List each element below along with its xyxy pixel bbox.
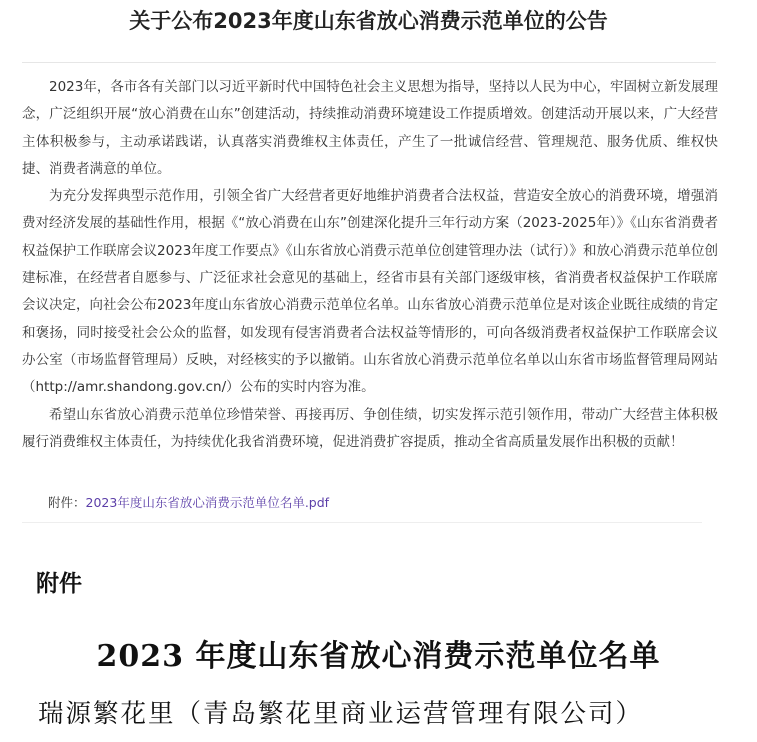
attachment-row [48, 492, 329, 514]
notice-body [22, 74, 718, 456]
attachment-label: 附件： [48, 495, 86, 510]
title-divider [22, 62, 716, 63]
attachment-divider [22, 522, 702, 523]
attachment-pdf-link[interactable]: 2023年度山东省放心消费示范单位名单.pdf [85, 495, 330, 510]
paragraph-2: 为充分发挥典型示范作用，引领全省广大经营者更好地维护消费者合法权益，营造安全放心的消费环境，增强消费对经济发展的基础性作用，根据《“放心消费在山东”创建深化提升三年行动方案（2023-2025年）》《山东省消费者权益保护工作联席会议2023年度工作要点》《山东省放心消费示范单位创建管理办法（试行）》和放心消费示范单位创建标准，在经营者自愿参与、广泛征求社会意见的基础上，经省市县有关部门逐级审核，省消费者权益保护工作联席会议决定，向社会公布2023年度山东省放心消费示范单位名单。山东省放心消费示范单位是对该企业既往成绩的肯定和褒扬，同时接受社会公众的监督，如发现有侵害消费者合法权益等情形的，可向各级消费者权益保护工作联席会议办公室（市场监督管理局）反映，对经核实的予以撤销。山东省放心消费示范单位名单以山东省市场监督管理局网站（http://amr.shandong.gov.cn/）公布的实时内容为准。 [22, 188, 718, 396]
list-title: 2023 年度山东省放心消费示范单位名单 [96, 639, 661, 674]
notice-title: 关于公布2023年度山东省放心消费示范单位的公告 [129, 9, 608, 33]
paragraph-3: 希望山东省放心消费示范单位珍惜荣誉、再接再厉、争创佳绩，切实发挥示范引领作用，带动广大经营主体积极履行消费维权主体责任，为持续优化我省消费环境，促进消费扩容提质，推动全省高质量发展作出积极的贡献！ [22, 406, 718, 450]
paragraph-1: 2023年，各市各有关部门以习近平新时代中国特色社会主义思想为指导，坚持以人民为中心，牢固树立新发展理念，广泛组织开展“放心消费在山东”创建活动，持续推动消费环境建设工作提质增效。创建活动开展以来，广大经营主体积极参与，主动承诺践诺，认真落实消费维权主体责任，产生了一批诚信经营、管理规范、服务优质、维权快捷、消费者满意的单位。 [22, 79, 718, 177]
annex-heading: 附件 [36, 571, 82, 597]
list-entry: 瑞源繁花里（青岛繁花里商业运营管理有限公司） [38, 699, 644, 729]
